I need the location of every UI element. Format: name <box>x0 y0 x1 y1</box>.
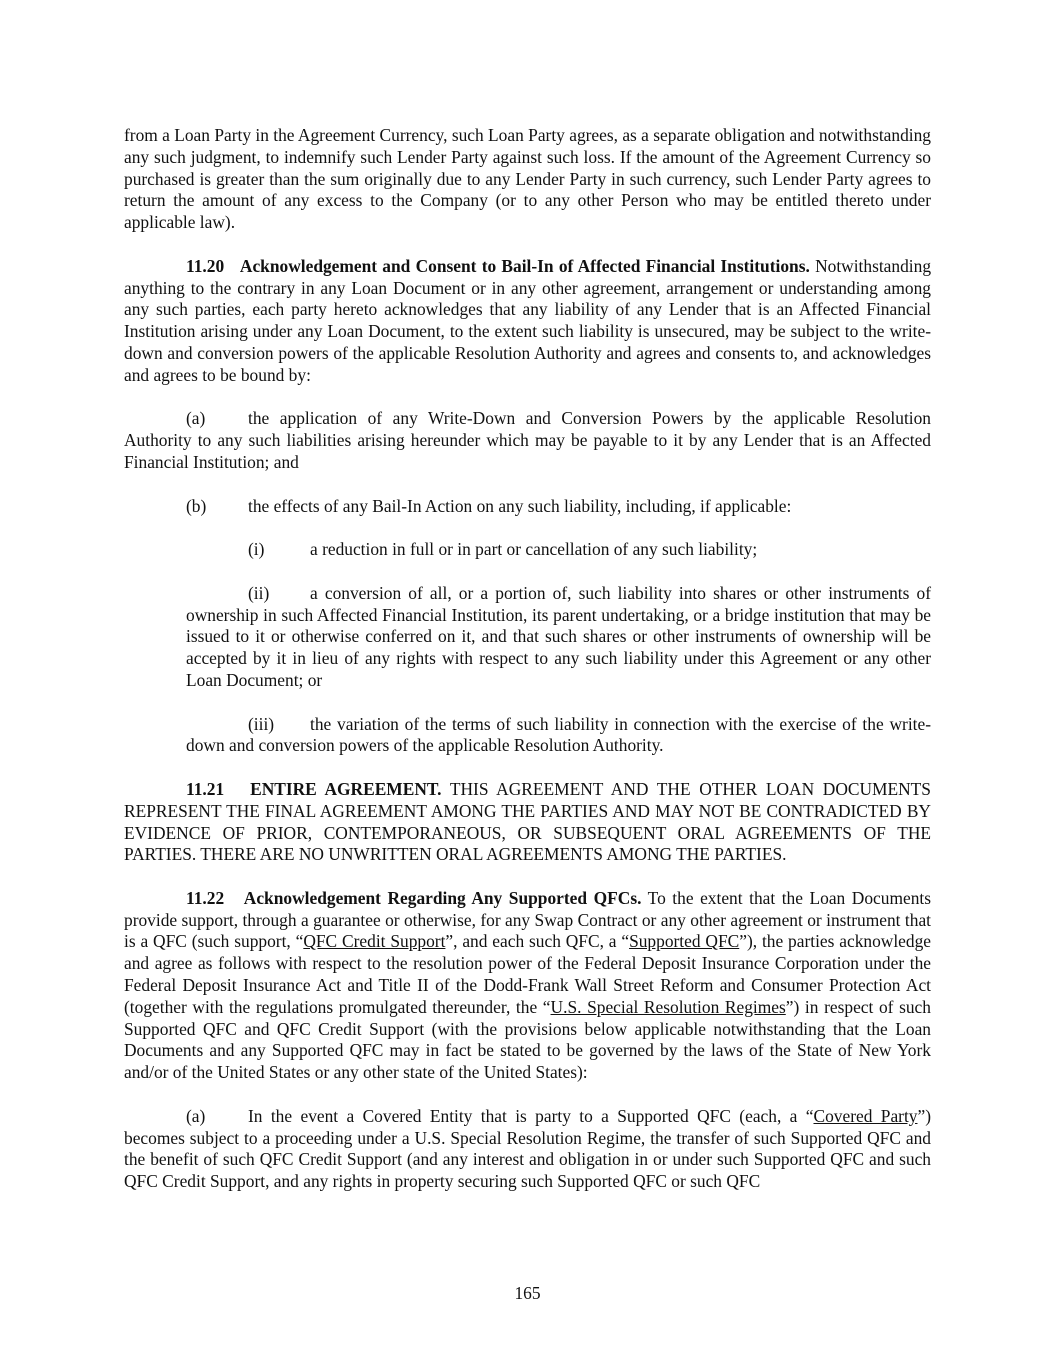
clause-text: the effects of any Bail-In Action on any such liability, including, if applicable: <box>248 495 792 516</box>
section-number: 11.20 <box>186 255 225 276</box>
clause-text: In the event a Covered Entity that is party to a Supported QFC (each, a “ <box>248 1105 814 1126</box>
page-number: 165 <box>514 1283 541 1303</box>
section-11-20 <box>124 256 931 387</box>
clause-text: a reduction in full or in part or cancellation of any such liability; <box>310 539 758 560</box>
section-text: ”, and each such QFC, a “ <box>445 931 630 952</box>
section-title: Acknowledgement and Consent to Bail-In of Affected Financial Institutions. <box>239 255 810 276</box>
clause-iii <box>124 714 931 758</box>
section-11-22-clause-a <box>124 1106 931 1193</box>
section-number: 11.22 <box>186 887 225 908</box>
section-text: THIS AGREEMENT AND THE OTHER LOAN DOCUMENTS REPRESENT THE FINAL AGREEMENT AMONG THE PARTIES AND MAY NOT BE CONTRADICTED BY EVIDENCE OF PRIOR, CONTEMPORANEOUS, OR SUBSEQUENT ORAL AGREEMENTS OF THE PARTIES. THERE ARE NO UNWRITTEN ORAL AGREEMENTS AMONG THE PARTIES. <box>124 778 931 865</box>
section-text: To the extent that the Loan Documents provide support, through a guarantee or otherwise, for any Swap Contract or any other agreement or instrument that is a QFC (such support, “ <box>124 887 931 952</box>
defined-term-us-special-resolution-regimes: U.S. Special Resolution Regimes <box>550 996 786 1017</box>
clause-text: the variation of the terms of such liability in connection with the exercise of the write-down and conversion powers of the applicable Resolution Authority. <box>186 713 931 756</box>
clause-label: (b) <box>186 495 207 516</box>
clause-text: a conversion of all, or a portion of, such liability into shares or other instruments of ownership in such Affected Financial Institution, its parent undertaking, or a bridge institution that may be issued to it or otherwise conferred on it, and that such shares or other instruments of ownership will be accepted by it in lieu of any rights with respect to any such liability under this Agreement or any other Loan Document; or <box>186 582 931 690</box>
carryover-paragraph: from a Loan Party in the Agreement Currency, such Loan Party agrees, as a separate obligation and notwithstanding any such judgment, to indemnify such Lender Party against such loss. If the amount of the Agreement Currency so purchased is greater than the sum originally due to any Lender Party in such currency, such Lender Party agrees to return the amount of any excess to the Company (or to any other Person who may be entitled thereto under applicable law). <box>124 125 931 233</box>
section-title: ENTIRE AGREEMENT. <box>250 778 442 799</box>
section-number: 11.21 <box>186 778 225 799</box>
clause-b <box>124 496 931 518</box>
clause-i <box>124 539 931 561</box>
defined-term-qfc-credit-support: QFC Credit Support <box>303 931 446 952</box>
clause-a <box>124 408 931 473</box>
clause-text: ”) becomes subject to a proceeding under a U.S. Special Resolution Regime, the transfer of such Supported QFC and the benefit of such QFC Credit Support (and any interest and obligation in or under such Supported QFC and such QFC Credit Support, and any rights in property securing such Supported QFC or such QFC <box>124 1105 931 1192</box>
section-11-21 <box>124 779 931 866</box>
section-11-22 <box>124 888 931 1084</box>
section-text: ”) in respect of such Supported QFC and QFC Credit Support (with the provisions below applicable notwithstanding that the Loan Documents and any Supported QFC may in fact be stated to be governed by the laws of the State of New York and/or of the United States or any other state of the United States): <box>124 996 931 1083</box>
document-body <box>124 125 931 1193</box>
clause-label: (a) <box>186 1105 206 1126</box>
clause-label: (iii) <box>248 713 275 734</box>
clause-label: (i) <box>248 539 265 560</box>
clause-text: the application of any Write-Down and Conversion Powers by the applicable Resolution Authority to any such liabilities arising hereunder which may be payable to it by any Lender that is an Affected Financial Institution; and <box>124 408 931 472</box>
clause-ii <box>124 583 931 692</box>
section-title: Acknowledgement Regarding Any Supported QFCs. <box>243 887 642 908</box>
clause-label: (ii) <box>248 582 270 603</box>
defined-term-covered-party: Covered Party <box>813 1105 918 1126</box>
section-text: ”), the parties acknowledge and agree as follows with respect to the resolution power of the Federal Deposit Insurance Corporation under the Federal Deposit Insurance Act and Title II of the Dodd-Frank Wall Street Reform and Consumer Protection Act (together with the regulations promulgated thereunder, the “ <box>124 931 932 1017</box>
clause-label: (a) <box>186 408 206 429</box>
defined-term-supported-qfc: Supported QFC <box>629 931 740 952</box>
section-text: Notwithstanding anything to the contrary in any Loan Document or in any other agreement, arrangement or understanding among any such parties, each party hereto acknowledges that any liability of any Lender that is an Affected Financial Institution arising under any Loan Document, to the extent such liability is unsecured, may be subject to the write- down and conversion powers of the applicable Resolution Authority and agrees and consents to, and acknowledges and agrees to be bound by: <box>124 255 932 385</box>
